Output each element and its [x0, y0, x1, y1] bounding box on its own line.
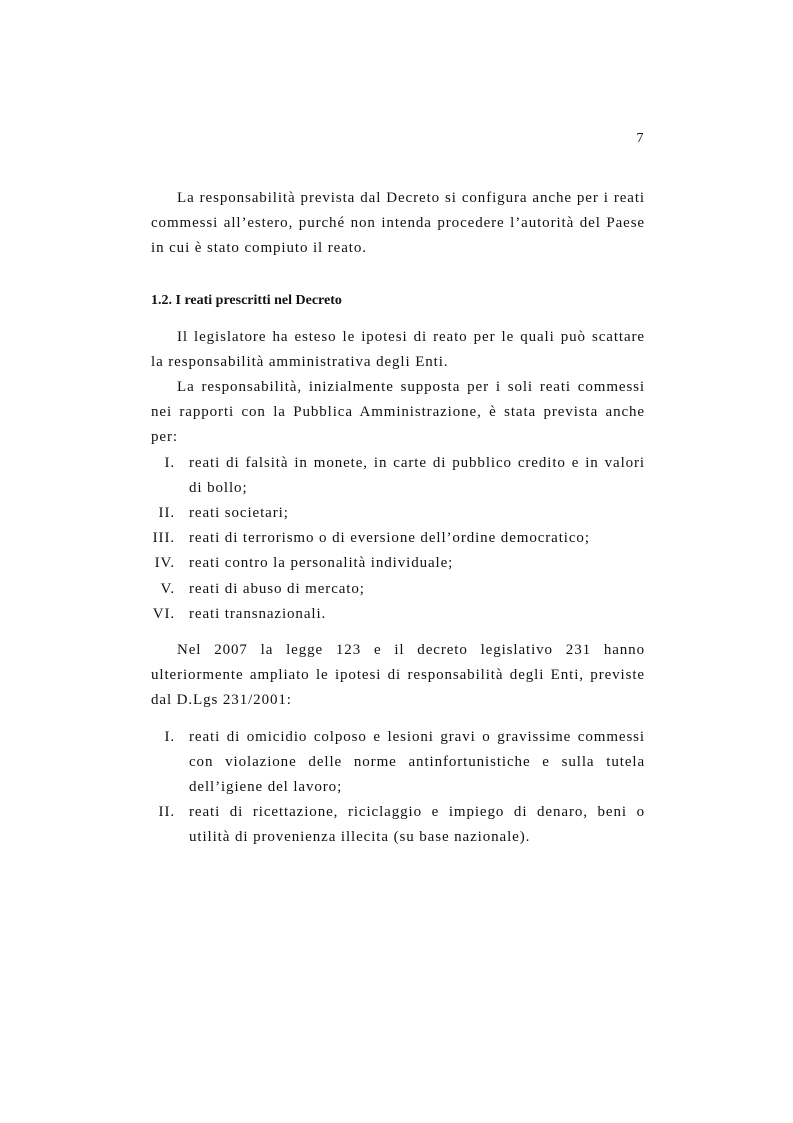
list-item [151, 725, 645, 801]
list-item-text: reati di abuso di mercato; [189, 580, 365, 597]
list-item [151, 800, 645, 850]
paragraph-2007-law: Nel 2007 la legge 123 e il decreto legislativo 231 hanno ulteriormente ampliato le ipotesi di responsabilità degli Enti, previste dal D.Lgs 231/2001: [151, 642, 645, 709]
list-item [151, 526, 645, 551]
list-item-number: I. [164, 454, 175, 471]
list-item-text: reati di falsità in monete, in carte di pubblico credito e in valori di bollo; [189, 454, 645, 496]
list-item [151, 501, 645, 526]
intro-paragraph: La responsabilità prevista dal Decreto si configura anche per i reati commessi all’estero, purché non intenda procedere l’autorità del Paese in cui è stato compiuto il reato. [151, 190, 645, 257]
list-item-number: VI. [152, 605, 175, 622]
paragraph-responsibility: La responsabilità, inizialmente supposta per i soli reati commessi nei rapporti con la Pubblica Amministrazione, è stata prevista anche per: [151, 379, 645, 446]
list-item-number: V. [160, 580, 175, 597]
list-item-text: reati di terrorismo o di eversione dell’ordine democratico; [189, 530, 590, 547]
list-item [151, 602, 645, 627]
list-item-text: reati di ricettazione, riciclaggio e impiego di denaro, beni o utilità di provenienza illecita (su base nazionale). [189, 804, 645, 846]
list-item-text: reati societari; [189, 505, 289, 522]
list-item-number: IV. [154, 555, 175, 572]
extended-offences-list [151, 725, 645, 851]
list-item-text: reati di omicidio colposo e lesioni gravi o gravissime commessi con violazione delle norme antinfortunistiche e sulla tutela dell’igiene del lavoro; [189, 728, 645, 796]
list-item-number: I. [164, 728, 175, 745]
list-item [151, 551, 645, 576]
page-body [151, 186, 645, 851]
section-heading: 1.2. I reati prescritti nel Decreto [151, 292, 342, 308]
list-item-number: II. [158, 505, 175, 522]
list-item [151, 451, 645, 501]
list-item-number: II. [158, 804, 175, 821]
paragraph-legislator: Il legislatore ha esteso le ipotesi di reato per le quali può scattare la responsabilità amministrativa degli Enti. [151, 328, 645, 370]
list-item [151, 577, 645, 602]
list-item-text: reati transnazionali. [189, 605, 327, 622]
page-number: 7 [636, 131, 644, 146]
list-item-text: reati contro la personalità individuale; [189, 555, 454, 572]
offences-list [151, 451, 645, 627]
list-item-number: III. [152, 530, 175, 547]
